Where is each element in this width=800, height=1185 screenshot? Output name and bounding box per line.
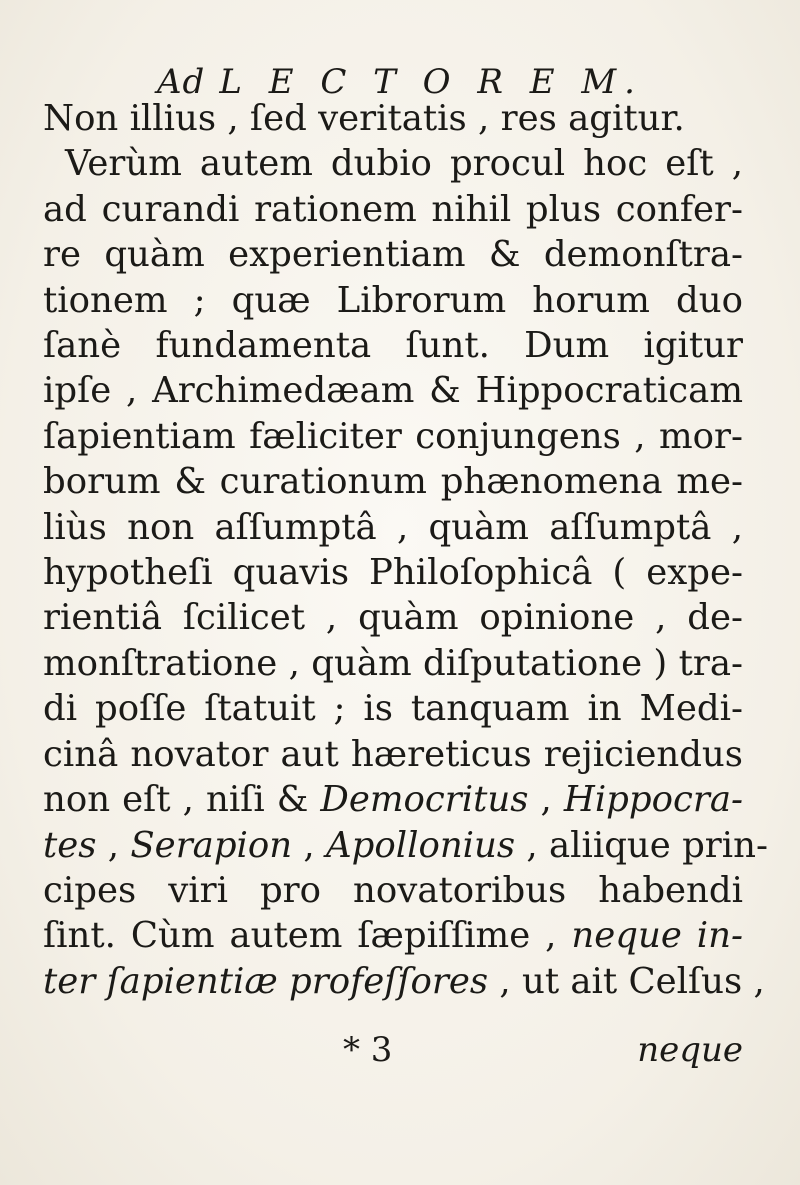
text-line: monſtratione , quàm diſputatione ) tra- <box>43 642 743 684</box>
quote-italic: neque in- <box>571 915 743 957</box>
text-plain: , ut ait Celſus , <box>488 960 765 1002</box>
text-line: ad curandi rationem nihil plus confer- <box>43 188 743 230</box>
text-line-quote <box>43 959 765 1004</box>
name-democritus: Democritus <box>320 779 529 821</box>
text-plain: non eſt , niſi & <box>43 779 321 821</box>
text-line: ipſe , Archimedæam & Hippocraticam <box>43 370 743 412</box>
text-line: liùs non aſſumptâ , quàm aſſumptâ , <box>43 506 743 548</box>
heading-ad: Ad <box>157 62 206 102</box>
text-plain: ſint. Cùm autem ſæpiſſime , <box>43 915 572 957</box>
text-plain: , <box>292 824 326 866</box>
text-line: ſanè fundamenta ſunt. Dum igitur <box>43 325 743 367</box>
text-line: tionem ; quæ Librorum horum duo <box>43 279 743 321</box>
catchword: neque <box>637 1030 743 1070</box>
body-text <box>43 96 768 1004</box>
text-line-names <box>43 777 743 822</box>
text-line: Non illius , ſed veritatis , res agitur. <box>43 98 685 139</box>
name-apollonius: Apollonius <box>326 824 516 866</box>
text-plain: , <box>96 824 131 866</box>
text-line-quote <box>43 913 743 958</box>
name-serapion: Serapion <box>130 824 293 866</box>
text-plain: , aliique prin- <box>515 824 768 866</box>
heading-lectorem: L E C T O R E M. <box>219 62 643 102</box>
text-line: re quàm experientiam & demonſtra- <box>43 234 743 276</box>
text-line: Verùm autem dubio procul hoc eſt , <box>65 143 743 185</box>
text-line-names <box>43 823 768 868</box>
text-line: cinâ novator aut hæreticus rejiciendus <box>43 733 743 775</box>
page-footer <box>43 1030 743 1076</box>
text-line: hypotheſi quavis Philoſophicâ ( expe- <box>43 552 743 594</box>
text-plain: , <box>528 779 564 821</box>
text-line: borum & curationum phænomena me- <box>43 461 743 503</box>
text-line: cipes viri pro novatoribus habendi <box>43 869 743 911</box>
text-line: rientiâ ſcilicet , quàm opinione , de- <box>43 597 743 639</box>
text-line: di poſſe ſtatuit ; is tanquam in Medi- <box>43 688 743 730</box>
text-line: ſapientiam fæliciter conjungens , mor- <box>43 415 743 457</box>
name-hippocrates: Hippocra- <box>563 779 744 821</box>
quote-italic: ter ſapientiæ profeſſores <box>43 960 489 1002</box>
signature-mark: * 3 <box>343 1030 393 1070</box>
name-hippocrates-end: tes <box>43 824 97 866</box>
